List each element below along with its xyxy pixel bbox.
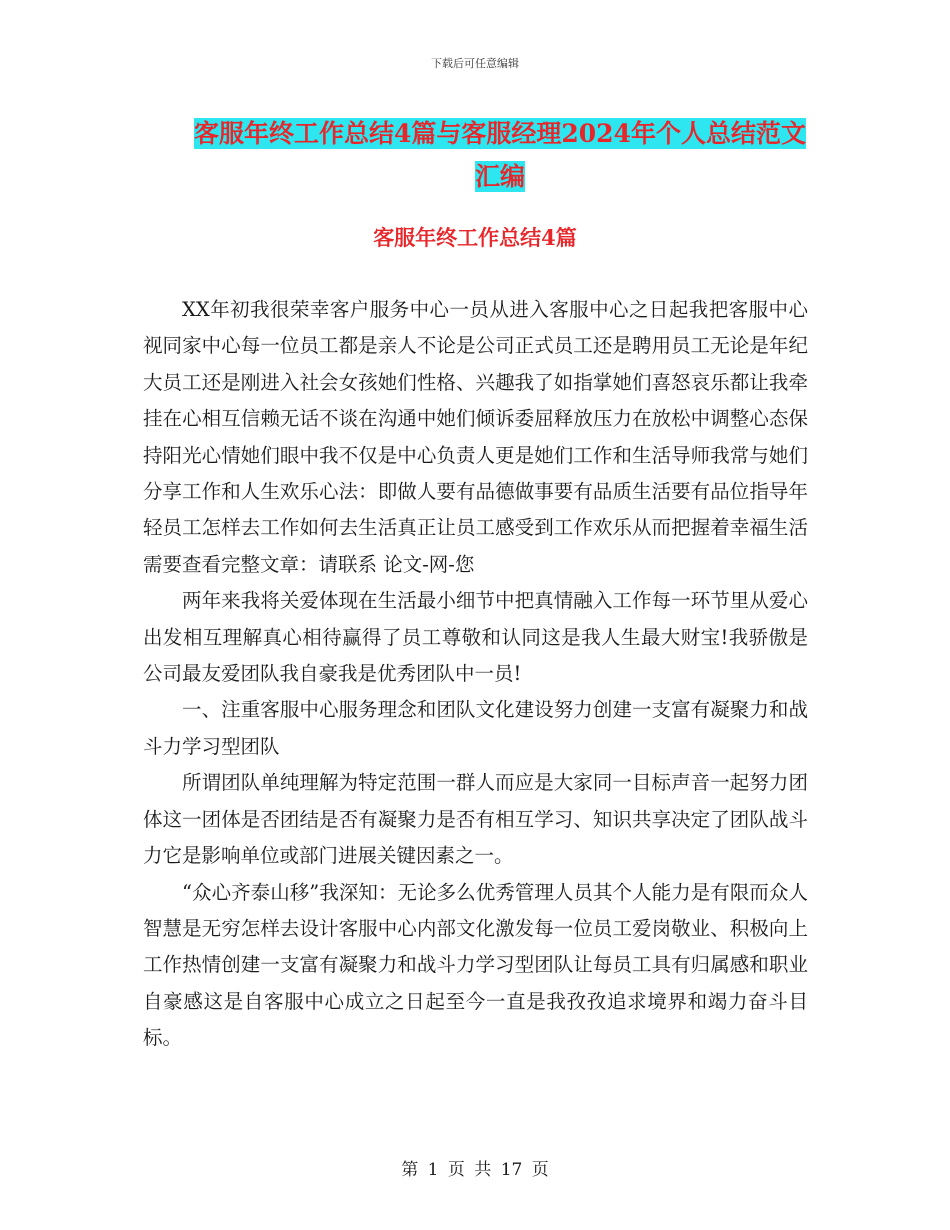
body-paragraph: “众心齐泰山移”我深知：无论多么优秀管理人员其个人能力是有限而众人智慧是无穷怎样去设计客服中心内部文化激发每一位员工爱岗敬业、积极向上工作热情创建一支富有凝聚力和战斗力学习型团队让每员工具有归属感和职业自豪感这是自客服中心成立之日起至今一直是我孜孜追求境界和竭力奋斗目标。 xyxy=(143,880,808,1050)
page-footer-number: 第 1 页 共 17 页 xyxy=(401,1160,549,1180)
body-paragraph: 所谓团队单纯理解为特定范围一群人而应是大家同一目标声音一起努力团体这一团体是否团结是否有凝聚力是否有相互学习、知识共享决定了团队战斗力它是影响单位或部门进展关键因素之一。 xyxy=(143,771,808,868)
document-body xyxy=(143,292,808,1057)
document-title-text: 客服年终工作总结4篇与客服经理2024年个人总结范文汇编 xyxy=(194,119,806,191)
body-paragraph: XX年初我很荣幸客户服务中心一员从进入客服中心之日起我把客服中心视同家中心每一位员工都是亲人不论是公司正式员工还是聘用员工无论是年纪大员工还是刚进入社会女孩她们性格、兴趣我了如指掌她们喜怒哀乐都让我牵挂在心相互信赖无话不谈在沟通中她们倾诉委屈释放压力在放松中调整心态保持阳光心情她们眼中我不仅是中心负责人更是她们工作和生活导师我常与她们分享工作和人生欢乐心法：即做人要有品德做事要有品质生活要有品位指导年轻员工怎样去工作如何去生活真正让员工感受到工作欢乐从而把握着幸福生活 需要查看完整文章：请联系 论文-网-您 xyxy=(143,298,808,576)
body-paragraph: 一、注重客服中心服务理念和团队文化建设努力创建一支富有凝聚力和战斗力学习型团队 xyxy=(143,698,808,758)
document-title xyxy=(190,112,810,198)
body-paragraph: 两年来我将关爱体现在生活最小细节中把真情融入工作每一环节里从爱心出发相互理解真心相待赢得了员工尊敬和认同这是我人生最大财宝!我骄傲是公司最友爱团队我自豪我是优秀团队中一员! xyxy=(143,589,808,686)
section-heading: 客服年终工作总结4篇 xyxy=(373,225,577,250)
page-header-note: 下载后可任意编辑 xyxy=(431,57,519,70)
